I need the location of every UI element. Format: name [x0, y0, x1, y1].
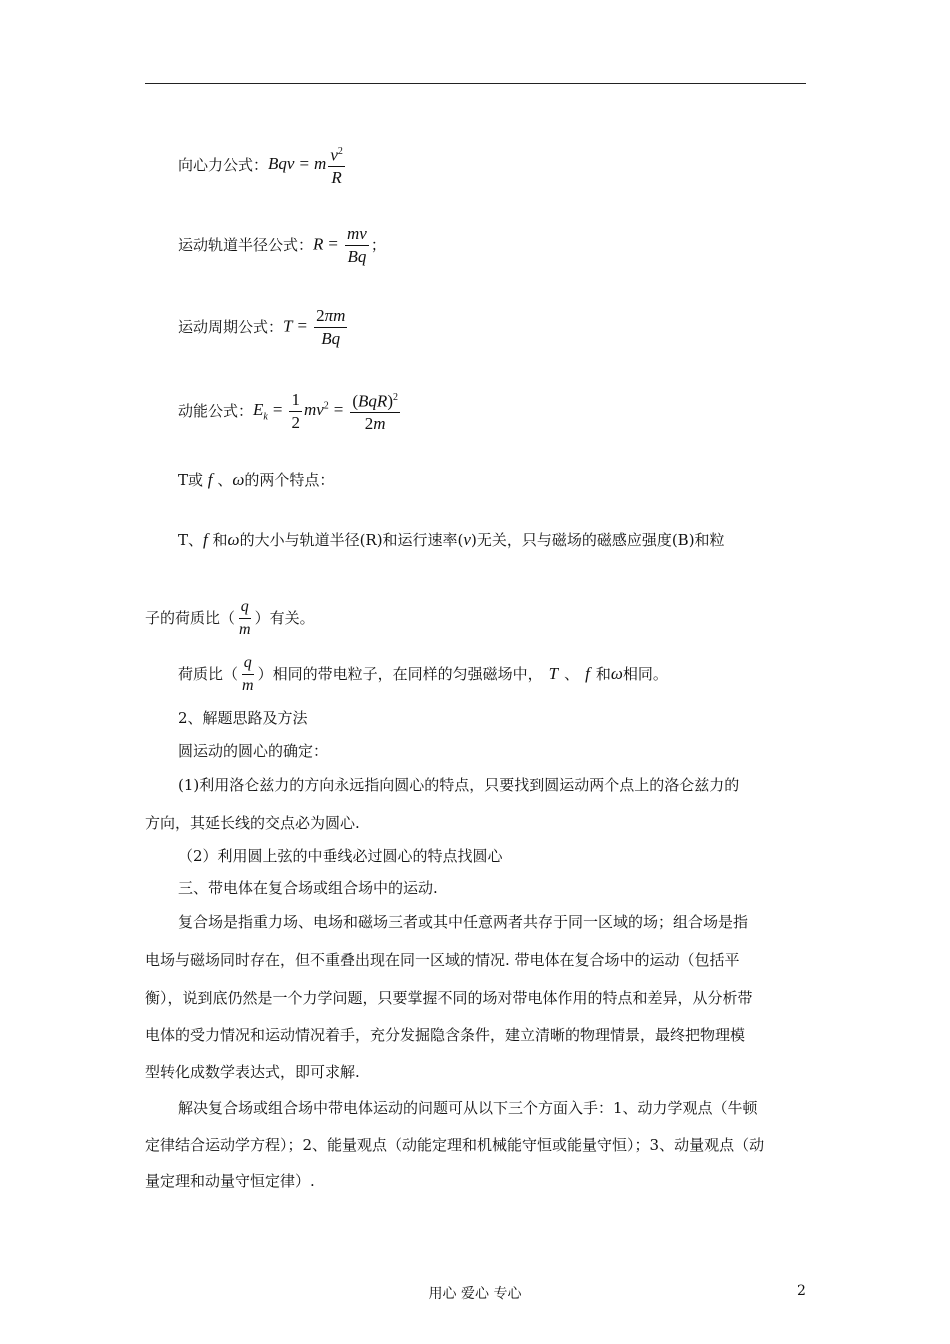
period-formula — [178, 302, 349, 352]
paragraph-line: 衡），说到底仍然是一个力学问题，只要掌握不同的场对带电体作用的特点和差异，从分析带 — [145, 989, 753, 1007]
paragraph-line: 电场与磁场同时存在，但不重叠出现在同一区域的情况. 带电体在复合场中的运动（包括平 — [145, 951, 740, 969]
page-number: 2 — [797, 1283, 806, 1299]
feature-line-2: 子的荷质比（ $\frac{q}{m}$ ）有关。 — [145, 597, 315, 638]
two-features-heading: T或 f 、ω的两个特点： — [178, 470, 335, 489]
paragraph-line: 解决复合场或组合场中带电体运动的问题可从以下三个方面入手：1、动力学观点（牛顿 — [178, 1099, 758, 1117]
paragraph-line: 复合场是指重力场、电场和磁场三者或其中任意两者共存于同一区域的场；组合场是指 — [178, 913, 749, 931]
paragraph-line: 定律结合运动学方程）；2、能量观点（动能定理和机械能守恒或能量守恒）；3、动量观点（动 — [145, 1136, 765, 1154]
formula-label: 向心力公式： — [178, 156, 269, 174]
center-title: 圆运动的圆心的确定： — [178, 742, 329, 760]
paragraph-line: 型转化成数学表达式，即可求解. — [145, 1063, 360, 1081]
paragraph-line: (1)利用洛仑兹力的方向永远指向圆心的特点，只要找到圆运动两个点上的洛仑兹力的 — [178, 776, 740, 794]
page-footer: 用心 爱心 专心 — [428, 1286, 522, 1302]
paragraph-line: 方向，其延长线的交点必为圆心. — [145, 814, 360, 832]
centripetal-formula — [178, 140, 347, 190]
section-heading: 三、带电体在复合场或组合场中的运动. — [178, 879, 438, 897]
formula-label: 运动轨道半径公式： — [178, 236, 314, 254]
equation: T = $\frac{2\pi m}{Bq}$ — [283, 305, 346, 348]
kinetic-formula — [178, 386, 402, 436]
formula-label: 运动周期公式： — [178, 318, 284, 336]
header-rule — [145, 83, 806, 84]
paragraph-line: 电体的受力情况和运动情况着手，充分发掘隐含条件，建立清晰的物理情景，最终把物理模 — [145, 1026, 746, 1044]
method-title: 2、解题思路及方法 — [178, 709, 308, 727]
feature-line-3: 荷质比（ $\frac{q}{m}$ ）相同的带电粒子，在同样的匀强磁场中， T 、 f 和 ω 相同。 — [178, 653, 668, 694]
feature-line-1: T、f 和ω的大小与轨道半径(R)和运行速率(v)无关，只与磁场的磁感应强度(B)和粒 — [178, 530, 725, 549]
paragraph-line: 量定理和动量守恒定律）. — [145, 1172, 315, 1190]
paragraph-line: （2）利用圆上弦的中垂线必过圆心的特点找圆心 — [178, 847, 503, 865]
radius-formula: 运动轨道半径公式： R = $\frac{mv}{Bq}$ ； — [178, 223, 386, 266]
equation: Bqv = m $\frac{v^2}{R}$ — [268, 141, 347, 190]
formula-label: 动能公式： — [178, 402, 254, 420]
equation: R = $\frac{mv}{Bq}$ — [313, 223, 367, 266]
equation: $E_k$ = $\frac{1}{2}$ $mv^2$ = $\frac{(BqR)^2}{2m}$ — [253, 387, 402, 436]
